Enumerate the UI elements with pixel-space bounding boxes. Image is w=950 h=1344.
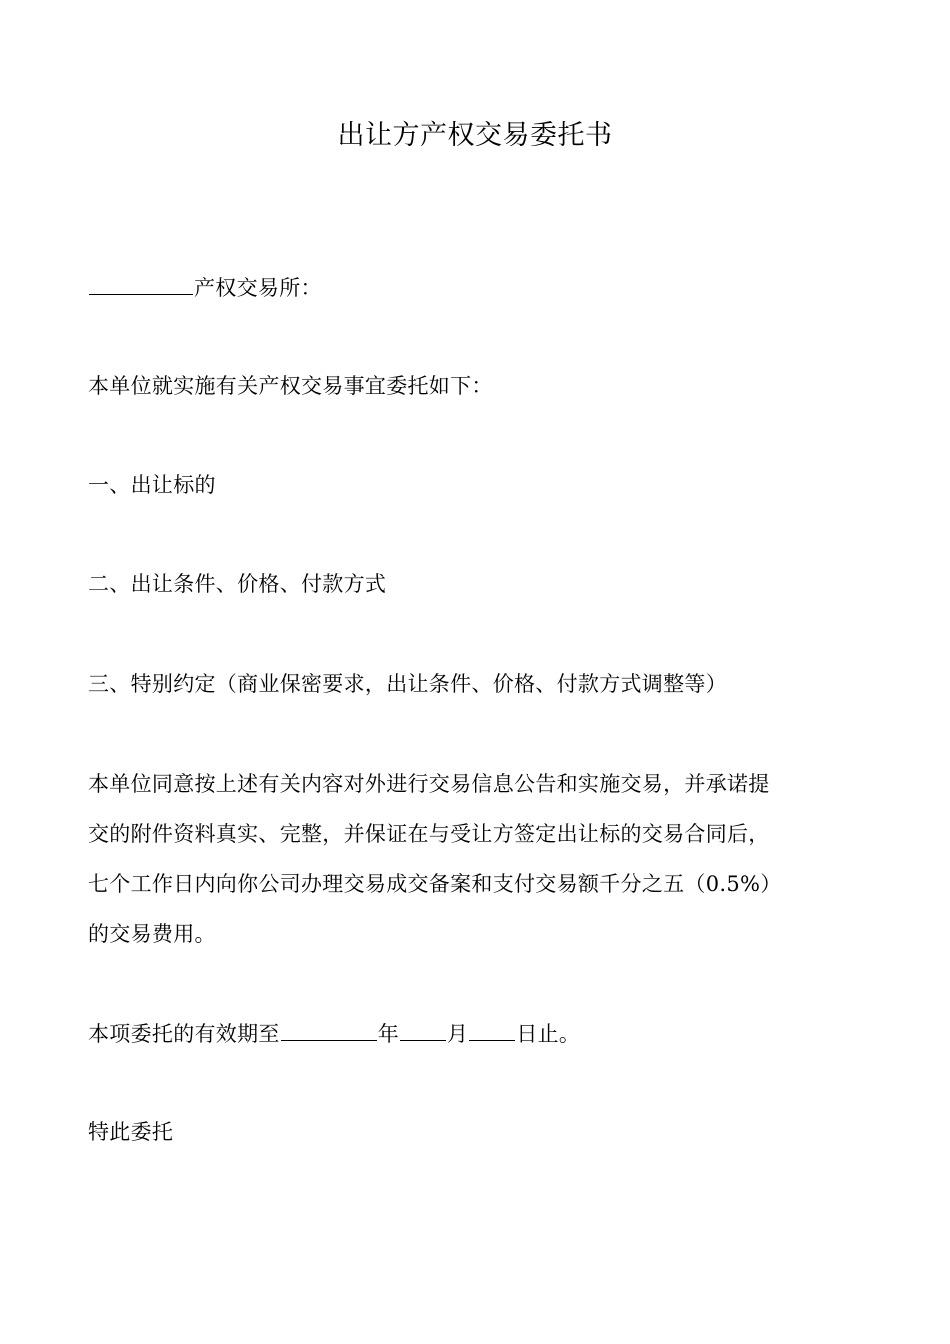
commitment-line: 本单位同意按上述有关内容对外进行交易信息公告和实施交易，并承诺提: [88, 772, 770, 796]
commitment-line: 七个工作日内向你公司办理交易成交备案和支付交易额千分之五（0.5%）: [88, 872, 782, 896]
addressee-line: [88, 270, 322, 304]
item-2-heading: 二、出让条件、价格、付款方式: [88, 572, 387, 596]
addressee-suffix: 产权交易所：: [194, 276, 322, 300]
commitment-line: 交的附件资料真实、完整，并保证在与受让方签定出让标的交易合同后，: [88, 822, 770, 846]
intro-paragraph: 本单位就实施有关产权交易事宜委托如下：: [88, 374, 493, 398]
month-label: 月: [447, 1022, 469, 1046]
year-label: 年: [377, 1022, 400, 1046]
closing-text: 特此委托: [88, 1120, 174, 1144]
validity-prefix: 本项委托的有效期至: [88, 1022, 280, 1046]
month-blank[interactable]: [400, 1016, 446, 1041]
commitment-line: 的交易费用。: [88, 922, 216, 946]
commitment-paragraph: [88, 759, 868, 959]
validity-line: [88, 1016, 580, 1050]
day-label: 日止。: [516, 1022, 581, 1046]
item-3-heading: 三、特别约定（商业保密要求，出让条件、价格、付款方式调整等）: [88, 672, 727, 696]
year-blank[interactable]: [281, 1016, 377, 1041]
exchange-name-blank[interactable]: [89, 270, 193, 295]
day-blank[interactable]: [469, 1016, 515, 1041]
document-title: 出让方产权交易委托书: [337, 120, 613, 151]
item-1-heading: 一、出让标的: [88, 473, 216, 497]
